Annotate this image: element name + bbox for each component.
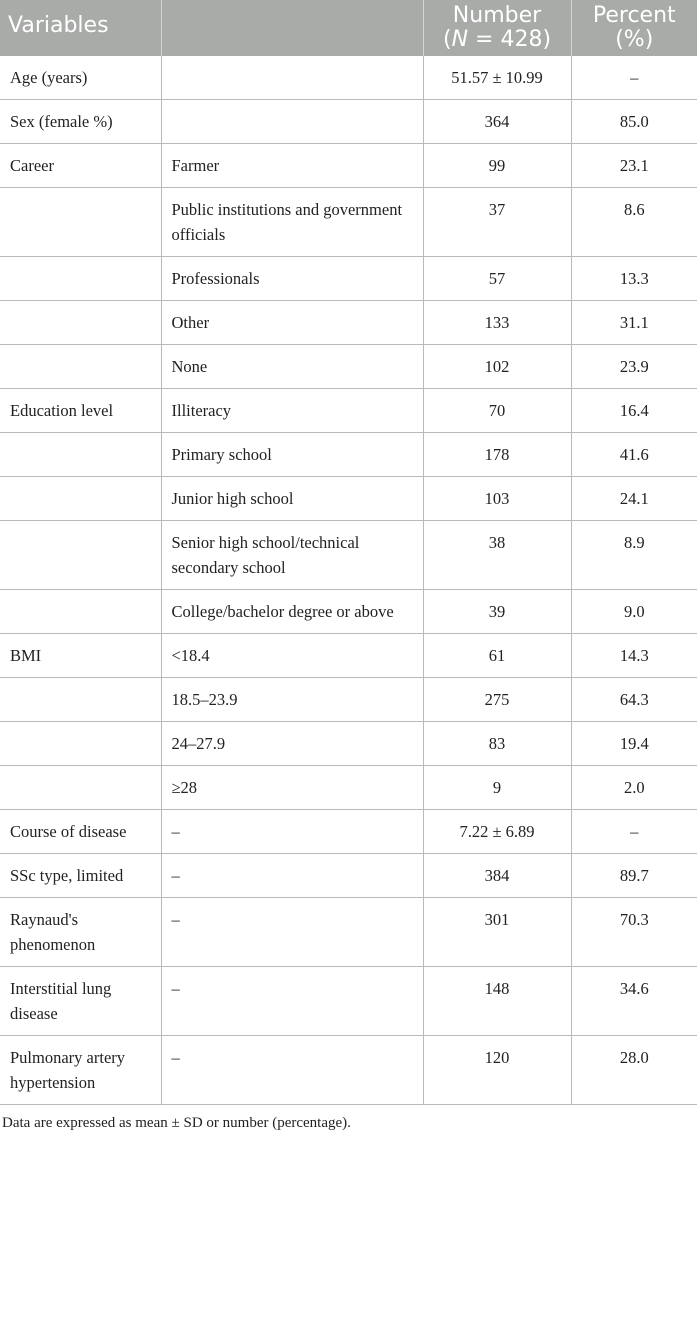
header-number-n: N — [451, 27, 469, 52]
subcategory-cell: College/bachelor degree or above — [161, 590, 423, 634]
number-cell: 83 — [423, 722, 571, 766]
percent-cell: 8.6 — [571, 188, 697, 257]
percent-cell: 14.3 — [571, 634, 697, 678]
variable-cell: Sex (female %) — [0, 100, 161, 144]
variable-cell — [0, 678, 161, 722]
number-cell: 148 — [423, 967, 571, 1036]
subcategory-cell: – — [161, 854, 423, 898]
table-row — [0, 301, 697, 345]
variable-cell: Career — [0, 144, 161, 188]
table-row — [0, 100, 697, 144]
subcategory-cell: 18.5–23.9 — [161, 678, 423, 722]
number-cell: 102 — [423, 345, 571, 389]
percent-cell: 19.4 — [571, 722, 697, 766]
header-variables: Variables — [0, 0, 161, 56]
subcategory-cell: Public institutions and government officials — [161, 188, 423, 257]
table-row — [0, 590, 697, 634]
header-subcategory — [161, 0, 423, 56]
table-header — [0, 0, 697, 56]
number-cell: 103 — [423, 477, 571, 521]
table-row — [0, 56, 697, 100]
percent-cell: 89.7 — [571, 854, 697, 898]
percent-cell: 8.9 — [571, 521, 697, 590]
percent-cell: 70.3 — [571, 898, 697, 967]
subcategory-cell: Professionals — [161, 257, 423, 301]
subcategory-cell: 24–27.9 — [161, 722, 423, 766]
subcategory-cell: Junior high school — [161, 477, 423, 521]
percent-cell: 28.0 — [571, 1036, 697, 1105]
subcategory-cell: Senior high school/technical secondary school — [161, 521, 423, 590]
variable-cell — [0, 477, 161, 521]
header-percent — [571, 0, 697, 56]
number-cell: 70 — [423, 389, 571, 433]
table-row — [0, 257, 697, 301]
number-cell: 120 — [423, 1036, 571, 1105]
number-cell: 99 — [423, 144, 571, 188]
header-number-line1: Number — [452, 3, 542, 28]
percent-cell: 31.1 — [571, 301, 697, 345]
table-row — [0, 810, 697, 854]
number-cell: 7.22 ± 6.89 — [423, 810, 571, 854]
table-row — [0, 345, 697, 389]
table-footnote: Data are expressed as mean ± SD or number (percentage). — [2, 1115, 351, 1131]
variable-cell — [0, 257, 161, 301]
table-row — [0, 433, 697, 477]
percent-cell: 2.0 — [571, 766, 697, 810]
percent-cell: 9.0 — [571, 590, 697, 634]
table-row — [0, 1036, 697, 1105]
table-row — [0, 521, 697, 590]
subcategory-cell: Other — [161, 301, 423, 345]
subcategory-cell — [161, 100, 423, 144]
number-cell: 38 — [423, 521, 571, 590]
number-cell: 57 — [423, 257, 571, 301]
number-cell: 39 — [423, 590, 571, 634]
table-row — [0, 678, 697, 722]
subcategory-cell: ≥28 — [161, 766, 423, 810]
table-row — [0, 854, 697, 898]
variable-cell — [0, 766, 161, 810]
variable-cell: SSc type, limited — [0, 854, 161, 898]
variable-cell: Education level — [0, 389, 161, 433]
subcategory-cell: – — [161, 810, 423, 854]
variable-cell — [0, 433, 161, 477]
table-row — [0, 898, 697, 967]
percent-cell: 16.4 — [571, 389, 697, 433]
table-row — [0, 967, 697, 1036]
percent-cell: 13.3 — [571, 257, 697, 301]
number-cell: 51.57 ± 10.99 — [423, 56, 571, 100]
table-row — [0, 722, 697, 766]
subcategory-cell: – — [161, 967, 423, 1036]
header-number-line2 — [424, 28, 571, 52]
number-cell: 37 — [423, 188, 571, 257]
subcategory-cell: – — [161, 898, 423, 967]
percent-cell: 64.3 — [571, 678, 697, 722]
header-percent-line1: Percent — [592, 3, 676, 28]
percent-cell: 34.6 — [571, 967, 697, 1036]
header-number — [423, 0, 571, 56]
variable-cell: Interstitial lung disease — [0, 967, 161, 1036]
variable-cell — [0, 521, 161, 590]
table-row — [0, 477, 697, 521]
header-percent-line2: (%) — [615, 27, 654, 52]
variable-cell — [0, 590, 161, 634]
table-row — [0, 389, 697, 433]
variable-cell: Course of disease — [0, 810, 161, 854]
subcategory-cell: <18.4 — [161, 634, 423, 678]
subcategory-cell: – — [161, 1036, 423, 1105]
variable-cell: Age (years) — [0, 56, 161, 100]
header-number-rest: = 428) — [468, 27, 552, 52]
number-cell: 9 — [423, 766, 571, 810]
percent-cell: 24.1 — [571, 477, 697, 521]
number-cell: 301 — [423, 898, 571, 967]
variable-cell — [0, 722, 161, 766]
number-cell: 364 — [423, 100, 571, 144]
table-row — [0, 144, 697, 188]
percent-cell: 23.9 — [571, 345, 697, 389]
number-cell: 384 — [423, 854, 571, 898]
subcategory-cell: Illiteracy — [161, 389, 423, 433]
subcategory-cell: Primary school — [161, 433, 423, 477]
variable-cell: Raynaud's phenomenon — [0, 898, 161, 967]
variable-cell — [0, 301, 161, 345]
table-body — [0, 56, 697, 1105]
variable-cell: BMI — [0, 634, 161, 678]
variable-cell — [0, 188, 161, 257]
percent-cell: – — [571, 56, 697, 100]
number-cell: 178 — [423, 433, 571, 477]
percent-cell: 23.1 — [571, 144, 697, 188]
header-number-open: ( — [442, 27, 452, 52]
subcategory-cell — [161, 56, 423, 100]
table-row — [0, 766, 697, 810]
variable-cell — [0, 345, 161, 389]
variable-cell: Pulmonary artery hypertension — [0, 1036, 161, 1105]
number-cell: 275 — [423, 678, 571, 722]
percent-cell: 41.6 — [571, 433, 697, 477]
subcategory-cell: None — [161, 345, 423, 389]
table-row — [0, 634, 697, 678]
number-cell: 61 — [423, 634, 571, 678]
subcategory-cell: Farmer — [161, 144, 423, 188]
number-cell: 133 — [423, 301, 571, 345]
table-row — [0, 188, 697, 257]
percent-cell: – — [571, 810, 697, 854]
percent-cell: 85.0 — [571, 100, 697, 144]
header-row — [0, 0, 697, 56]
